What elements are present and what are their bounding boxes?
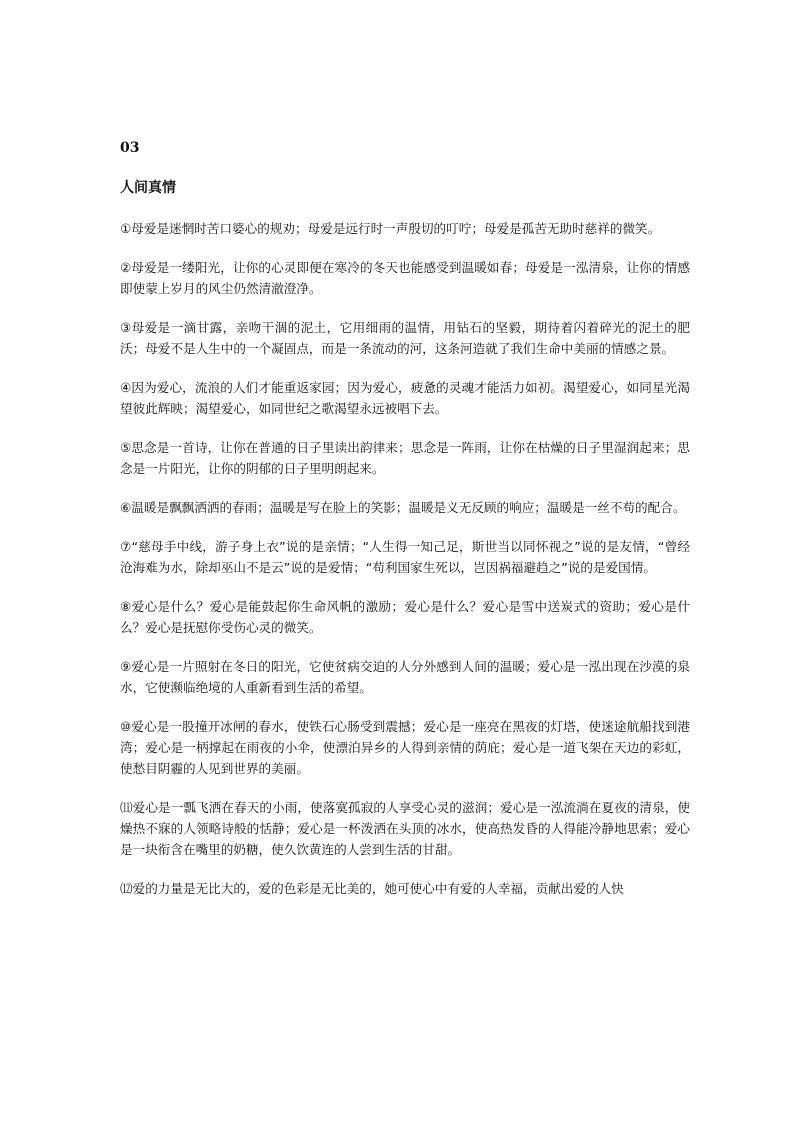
section-title: 人间真情 [120, 180, 176, 196]
paragraph-5: ⑤思念是一首诗，让你在普通的日子里读出韵律来；思念是一阵雨，让你在枯燥的日子里湿润起来；思念是一片阳光，让你的阴郁的日子里明朗起来。 [120, 440, 690, 476]
paragraph-3: ③母爱是一滴甘露，亲吻干涸的泥土，它用细雨的温情，用钻石的坚毅，期待着闪着碎光的泥土的肥沃；母爱不是人生中的一个凝固点，而是一条流动的河，这条河造就了我们生命中美丽的情感之景。 [120, 320, 690, 356]
paragraph-10: ⑩爱心是一股撞开冰闸的春水，使铁石心肠受到震撼；爱心是一座亮在黑夜的灯塔，使迷途航船找到港湾；爱心是一柄撑起在雨夜的小伞，使漂泊异乡的人得到亲情的荫庇；爱心是一道飞架在天边的彩虹，使愁目阴霾的人见到世界的美丽。 [120, 719, 690, 776]
paragraph-6: ⑥温暖是飘飘洒洒的春雨；温暖是写在脸上的笑影；温暖是义无反顾的响应；温暖是一丝不苟的配合。 [120, 500, 686, 515]
section-number: 03 [120, 140, 140, 156]
paragraph-1: ①母爱是迷惘时苦口婆心的规劝；母爱是远行时一声殷切的叮咛；母爱是孤苦无助时慈祥的微笑。 [120, 221, 661, 236]
paragraph-4: ④因为爱心，流浪的人们才能重返家园；因为爱心，疲惫的灵魂才能活力如初。渴望爱心，如同星光渴望彼此辉映；渴望爱心，如同世纪之歌渴望永远被唱下去。 [120, 380, 690, 416]
paragraph-8: ⑧爱心是什么？爱心是能鼓起你生命风帆的激励；爱心是什么？爱心是雪中送炭式的资助；爱心是什么？爱心是抚慰你受伤心灵的微笑。 [120, 599, 690, 635]
document-content [120, 138, 690, 917]
paragraph-2: ②母爱是一缕阳光，让你的心灵即便在寒冷的冬天也能感受到温暖如春；母爱是一泓清泉，让你的情感即使蒙上岁月的风尘仍然清澈澄净。 [120, 260, 690, 296]
paragraph-12: ⑿爱的力量是无比大的，爱的色彩是无比美的，她可使心中有爱的人幸福，贡献出爱的人快 [120, 881, 624, 896]
paragraph-9: ⑨爱心是一片照射在冬日的阳光，它使贫病交迫的人分外感到人间的温暖；爱心是一泓出现在沙漠的泉水，它使濒临绝境的人重新看到生活的希望。 [120, 659, 690, 695]
paragraph-7: ⑦“慈母手中线，游子身上衣”说的是亲情；“人生得一知己足，斯世当以同怀视之”说的是友情，“曾经沧海难为水，除却巫山不是云”说的是爱情；“苟利国家生死以，岂因祸福避趋之”说的是爱国情。 [120, 539, 690, 575]
paragraph-11: ⑾爱心是一瓢飞洒在春天的小雨，使落寞孤寂的人享受心灵的滋润；爱心是一泓流淌在夏夜的清泉，使燥热不寐的人领略诗般的恬静；爱心是一杯泼洒在头顶的冰水，使高热发昏的人得能冷静地思索；爱心是一块衔含在嘴里的奶糖，使久饮黄连的人尝到生活的甘甜。 [120, 800, 690, 857]
